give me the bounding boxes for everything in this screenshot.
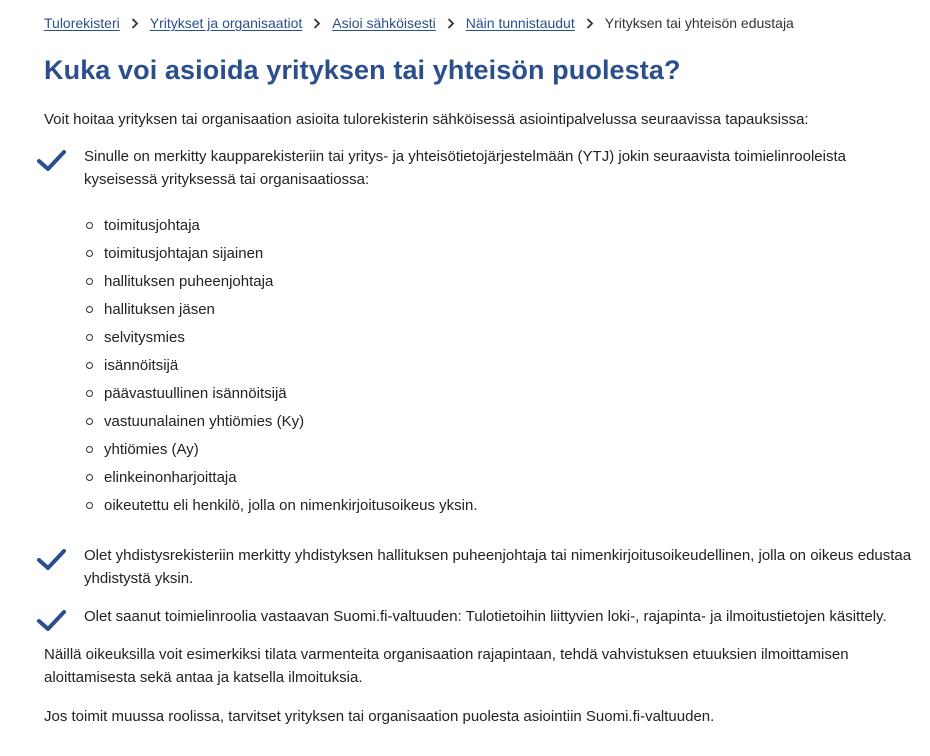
circle-bullet-icon	[86, 362, 93, 369]
checkmark-icon	[37, 149, 67, 173]
role-label: hallituksen jäsen	[104, 301, 215, 318]
chevron-right-icon	[436, 13, 466, 33]
role-label: oikeutettu eli henkilö, jolla on nimenkirjoitusoikeus yksin.	[104, 497, 478, 514]
page-title: Kuka voi asioida yrityksen tai yhteisön puolesta?	[44, 55, 681, 85]
checklist-item	[44, 605, 914, 628]
list-item	[84, 492, 914, 520]
breadcrumb-link-asioi[interactable]: Asioi sähköisesti	[332, 15, 436, 31]
list-item	[84, 240, 914, 268]
list-item	[84, 352, 914, 380]
role-label: yhtiömies (Ay)	[104, 441, 199, 458]
chevron-right-icon	[575, 13, 605, 33]
checklist-item-text: Olet saanut toimielinroolia vastaavan Suomi.fi-valtuuden: Tulotietoihin liittyvien loki-, rajapinta- ja ilmoitustietojen käsittely.	[84, 608, 887, 625]
role-label: isännöitsijä	[104, 357, 179, 374]
role-label: toimitusjohtaja	[104, 217, 200, 234]
role-label: hallituksen puheenjohtaja	[104, 273, 274, 290]
breadcrumb-link-tunnistaudut[interactable]: Näin tunnistaudut	[465, 15, 575, 31]
role-label: vastuunalainen yhtiömies (Ky)	[104, 413, 305, 430]
circle-bullet-icon	[86, 250, 93, 257]
checkmark-icon	[37, 609, 67, 633]
page-content	[44, 0, 914, 728]
breadcrumb-current: Yrityksen tai yhteisön edustaja	[604, 15, 794, 31]
list-item	[84, 268, 914, 296]
breadcrumb-link-tulorekisteri[interactable]: Tulorekisteri	[44, 15, 120, 31]
intro-text: Voit hoitaa yrityksen tai organisaation asioita tulorekisterin sähköisessä asiointipalvelussa seuraavissa tapauksissa:	[44, 111, 809, 128]
list-item	[84, 380, 914, 408]
breadcrumb-link-yritykset[interactable]: Yritykset ja organisaatiot	[149, 15, 303, 31]
circle-bullet-icon	[86, 390, 93, 397]
checkmark-icon	[37, 548, 67, 572]
info-paragraph: Jos toimit muussa roolissa, tarvitset yrityksen tai organisaation puolesta asiointiin Suomi.fi-valtuuden.	[44, 708, 715, 725]
circle-bullet-icon	[86, 502, 93, 509]
list-item	[84, 436, 914, 464]
list-item	[84, 324, 914, 352]
list-item	[84, 212, 914, 240]
role-label: elinkeinonharjoittaja	[104, 469, 237, 486]
chevron-right-icon	[120, 13, 150, 33]
circle-bullet-icon	[86, 278, 93, 285]
circle-bullet-icon	[86, 418, 93, 425]
circle-bullet-icon	[86, 306, 93, 313]
list-item	[84, 464, 914, 492]
circle-bullet-icon	[86, 474, 93, 481]
checklist-item	[44, 544, 914, 590]
chevron-right-icon	[302, 13, 332, 33]
breadcrumb	[44, 13, 914, 33]
role-label: selvitysmies	[104, 329, 185, 346]
circle-bullet-icon	[86, 334, 93, 341]
role-label: päävastuullinen isännöitsijä	[104, 385, 287, 402]
list-item	[84, 408, 914, 436]
checklist-item-text: Olet yhdistysrekisteriin merkitty yhdistyksen hallituksen puheenjohtaja tai nimenkirjoitusoikeudellinen, jolla on oikeus edustaa yhdistystä yksin.	[84, 547, 912, 587]
info-paragraph: Näillä oikeuksilla voit esimerkiksi tilata varmenteita organisaation rajapintaan, tehdä vahvistuksen etuuksien ilmoittamisen aloittamisesta sekä antaa ja katsella ilmoituksia.	[44, 646, 849, 686]
circle-bullet-icon	[86, 222, 93, 229]
role-label: toimitusjohtajan sijainen	[104, 245, 264, 262]
checklist-item	[44, 145, 914, 520]
list-item	[84, 296, 914, 324]
checklist-item-text: Sinulle on merkitty kaupparekisteriin tai yritys- ja yhteisötietojärjestelmään (YTJ) jokin seuraavista toimielinrooleista kyseisessä yrityksessä tai organisaatiossa:	[84, 148, 846, 188]
circle-bullet-icon	[86, 446, 93, 453]
role-list	[84, 212, 914, 520]
